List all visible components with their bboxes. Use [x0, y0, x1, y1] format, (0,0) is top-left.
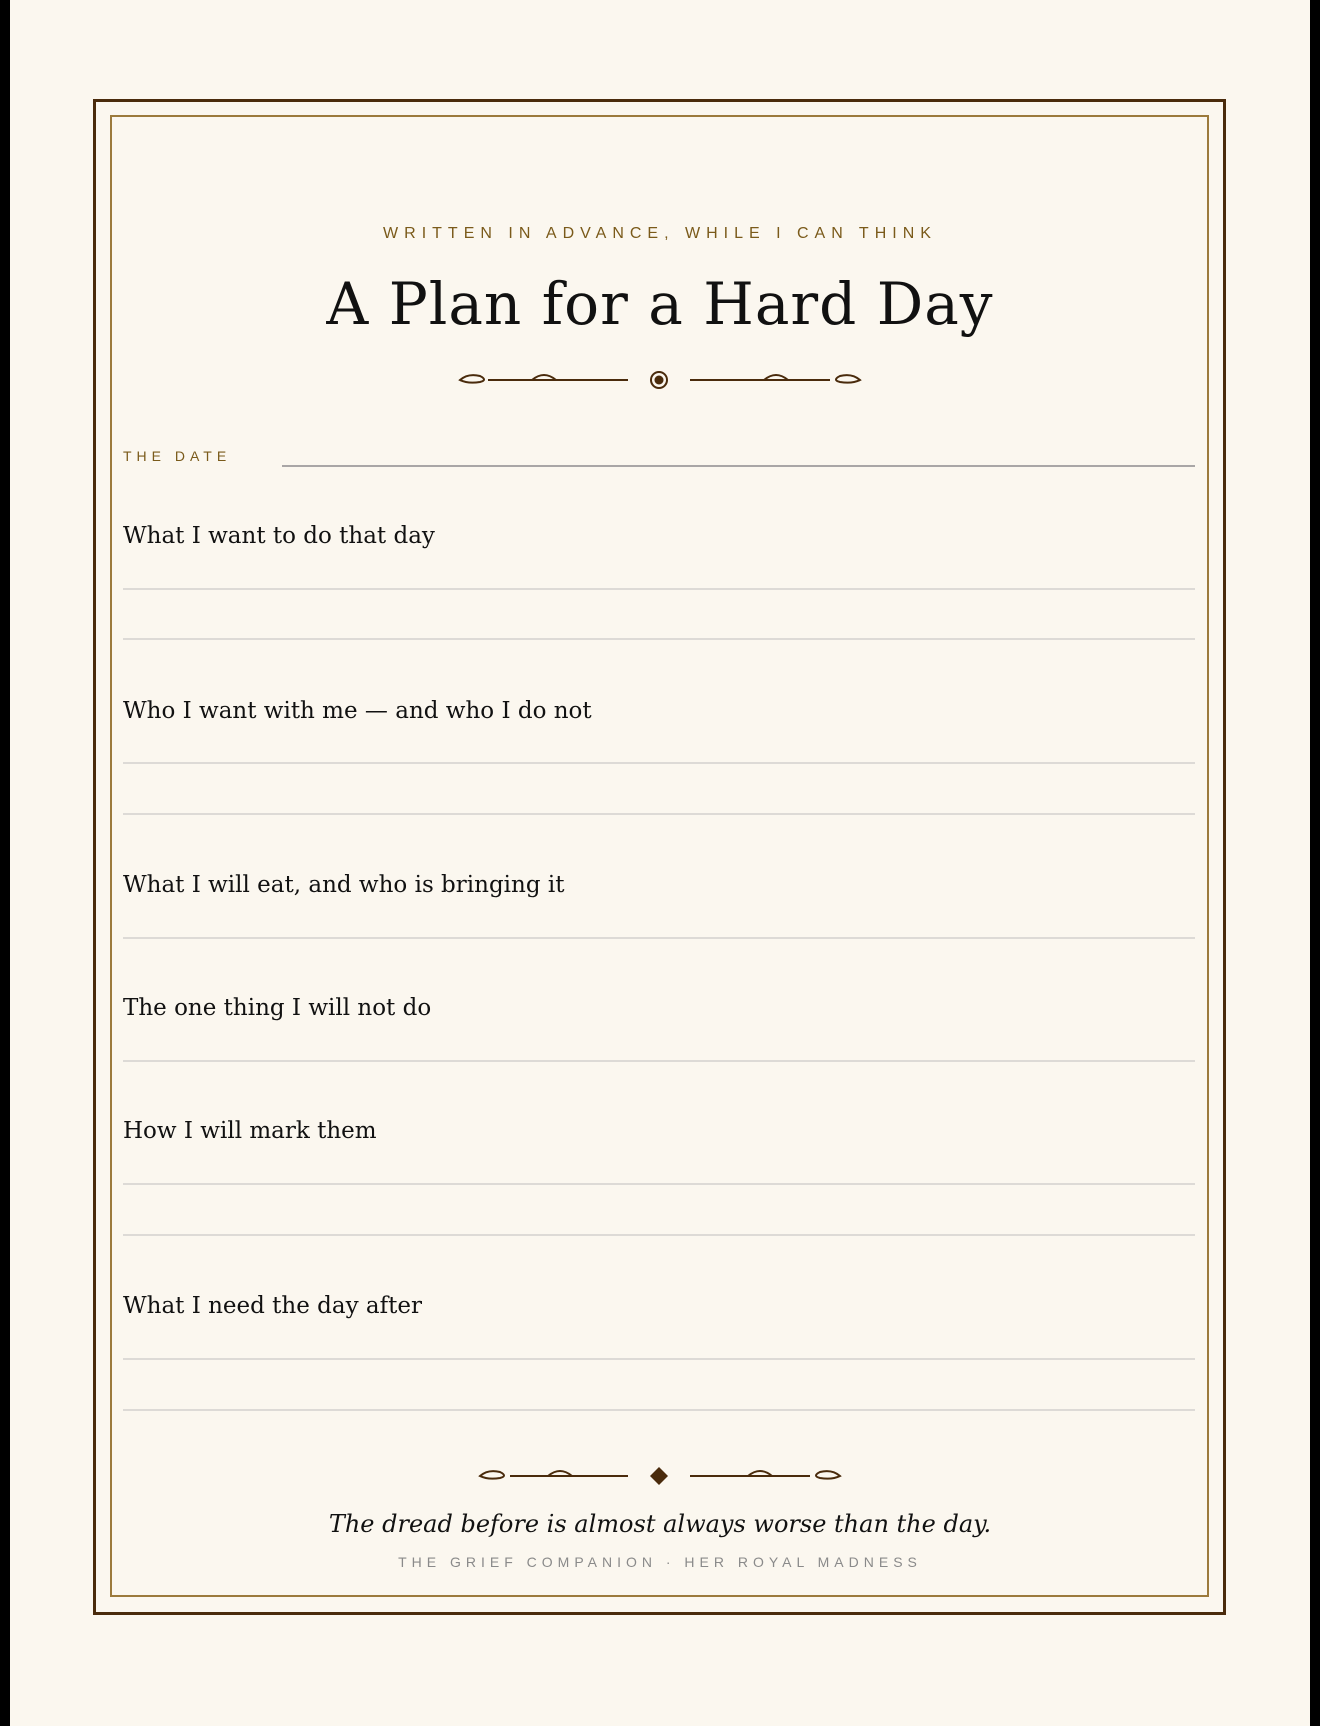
writing-line[interactable]: [123, 1060, 1195, 1062]
prompt-one-thing-not-do: The one thing I will not do: [123, 995, 432, 1021]
writing-line[interactable]: [123, 588, 1195, 590]
prompt-what-to-eat: What I will eat, and who is bringing it: [123, 872, 565, 898]
prompt-how-to-mark: How I will mark them: [123, 1118, 377, 1144]
page-title: A Plan for a Hard Day: [326, 270, 994, 338]
left-edge: [0, 0, 10, 1726]
writing-line[interactable]: [123, 1409, 1195, 1411]
prompt-day-after: What I need the day after: [123, 1293, 422, 1319]
writing-line[interactable]: [123, 1234, 1195, 1236]
prompt-who-with-me: Who I want with me — and who I do not: [123, 698, 592, 724]
writing-line[interactable]: [123, 638, 1195, 640]
writing-line[interactable]: [123, 762, 1195, 764]
date-input-line[interactable]: [282, 465, 1195, 467]
flourish-divider-icon: [450, 365, 870, 395]
eyebrow-text: WRITTEN IN ADVANCE, WHILE I CAN THINK: [383, 225, 937, 242]
flourish-divider-icon: [450, 1461, 870, 1491]
closing-quote: The dread before is almost always worse than the day.: [328, 1510, 992, 1538]
credit-line: THE GRIEF COMPANION · HER ROYAL MADNESS: [398, 1554, 922, 1570]
right-edge: [1310, 0, 1320, 1726]
writing-line[interactable]: [123, 1358, 1195, 1360]
writing-line[interactable]: [123, 813, 1195, 815]
prompt-what-to-do: What I want to do that day: [123, 523, 435, 549]
writing-line[interactable]: [123, 937, 1195, 939]
date-label: THE DATE: [123, 448, 232, 464]
writing-line[interactable]: [123, 1183, 1195, 1185]
